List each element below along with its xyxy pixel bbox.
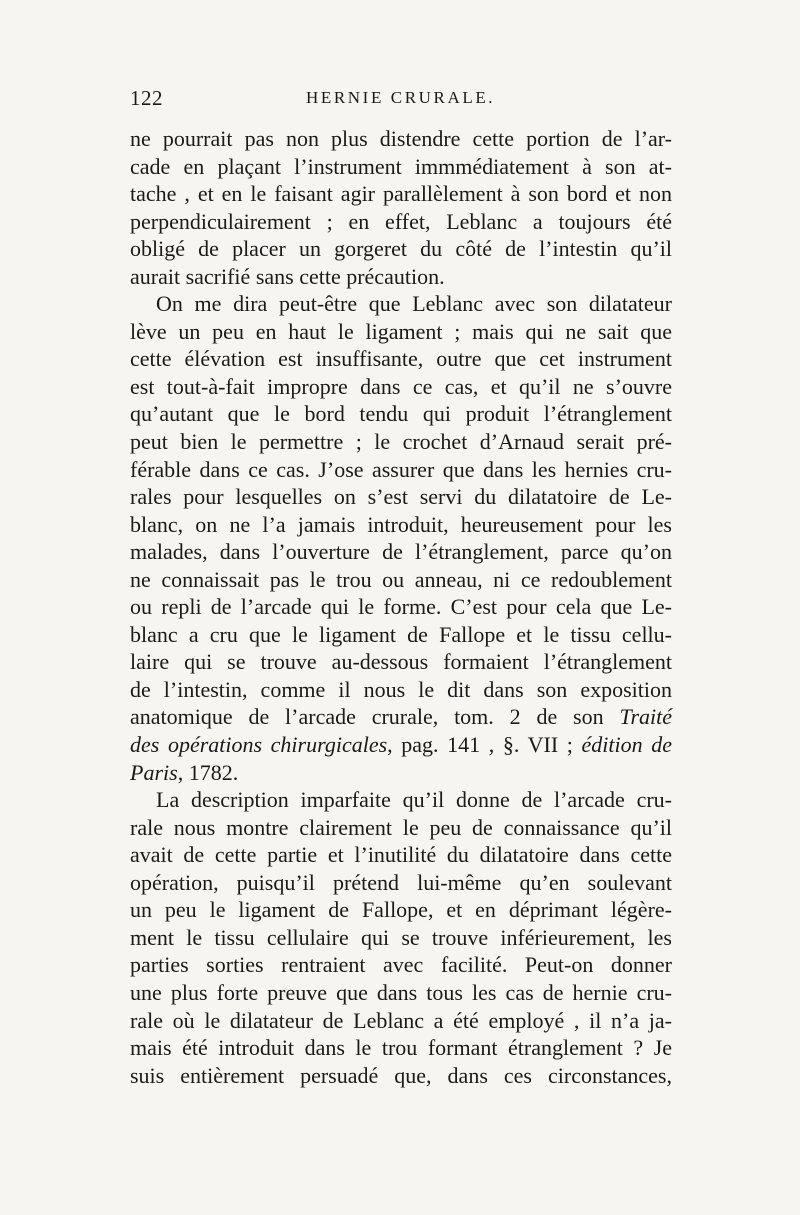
text-line: un peu le ligament de Fallope, et en déprimant légère- <box>130 897 672 923</box>
text-line: blanc, on ne l’a jamais introduit, heureusement pour les <box>130 511 672 537</box>
text-line: qu’autant que le bord tendu qui produit l’étranglement <box>130 401 672 427</box>
page-number: 122 <box>130 86 163 110</box>
text-line: mais été introduit dans le trou formant étranglement ? Je <box>130 1035 672 1061</box>
italic-place-run: Paris <box>130 759 178 785</box>
text-line: lève un peu en haut le ligament ; mais qui ne sait que <box>130 318 672 344</box>
text-run: anatomique de l’arcade crurale, tom. 2 de son <box>130 704 604 730</box>
text-line: peut bien le permettre ; le crochet d’Arnaud serait pré- <box>130 429 672 455</box>
body-text <box>130 125 672 1089</box>
text-line: ne pourrait pas non plus distendre cette portion de l’ar- <box>130 126 672 151</box>
text-run: , 1782. <box>177 759 239 785</box>
text-line: obligé de placer un gorgeret du côté de l’intestin qu’il <box>130 236 672 262</box>
text-line: blanc a cru que le ligament de Fallope et le tissu cellu- <box>130 621 672 647</box>
italic-edition-run: édition de <box>581 732 672 758</box>
text-line: malades, dans l’ouverture de l’étranglement, parce qu’on <box>130 539 672 565</box>
text-line: laire qui se trouve au-dessous formaient l’étranglement <box>130 649 672 675</box>
text-line: cette élévation est insuffisante, outre que cet instrument <box>130 346 672 372</box>
text-line: parties sorties rentraient avec facilité. Peut-on donner <box>130 952 672 978</box>
text-line: tache , et en le faisant agir parallèlement à son bord et non <box>130 181 672 207</box>
text-line: rales pour lesquelles on s’est servi du dilatatoire de Le- <box>130 484 672 510</box>
text-line: cade en plaçant l’instrument immmédiatement à son at- <box>130 153 672 179</box>
text-line: suis entièrement persuadé que, dans ces circonstances, <box>130 1062 672 1088</box>
italic-title-run: des opérations chirurgicales <box>130 732 388 758</box>
text-line <box>130 731 672 759</box>
text-line: ne connaissait pas le trou ou anneau, ni ce redoublement <box>130 566 672 592</box>
text-line: une plus forte preuve que dans tous les cas de hernie cru- <box>130 979 672 1005</box>
running-title: HERNIE CRURALE. <box>306 88 496 107</box>
text-line: ment le tissu cellulaire qui se trouve inférieurement, les <box>130 924 672 950</box>
text-line: rale nous montre clairement le peu de connaissance qu’il <box>130 814 672 840</box>
text-line: est tout-à-fait impropre dans ce cas, et qu’il ne s’ouvre <box>130 373 672 399</box>
text-line: opération, puisqu’il prétend lui-même qu’en soulevant <box>130 869 672 895</box>
text-line: avait de cette partie et l’inutilité du dilatatoire dans cette <box>130 842 672 868</box>
text-line <box>130 703 672 731</box>
text-line: On me dira peut-être que Leblanc avec son dilatateur <box>156 291 672 317</box>
text-run: , pag. 141 , §. VII ; <box>387 732 573 758</box>
text-line: La description imparfaite qu’il donne de l’arcade cru- <box>156 787 672 813</box>
italic-title-run: Traité <box>619 704 673 730</box>
text-line: aurait sacrifié sans cette précaution. <box>130 263 445 289</box>
text-line: ou repli de l’arcade qui le forme. C’est pour cela que Le- <box>130 594 672 620</box>
text-line: perpendiculairement ; en effet, Leblanc a toujours été <box>130 208 672 234</box>
text-line: férable dans ce cas. J’ose assurer que dans les hernies cru- <box>130 456 672 482</box>
text-line <box>130 759 672 787</box>
running-head <box>130 86 672 116</box>
text-line: de l’intestin, comme il nous le dit dans son exposition <box>130 676 672 702</box>
text-line: rale où le dilatateur de Leblanc a été employé , il n’a ja- <box>130 1007 672 1033</box>
